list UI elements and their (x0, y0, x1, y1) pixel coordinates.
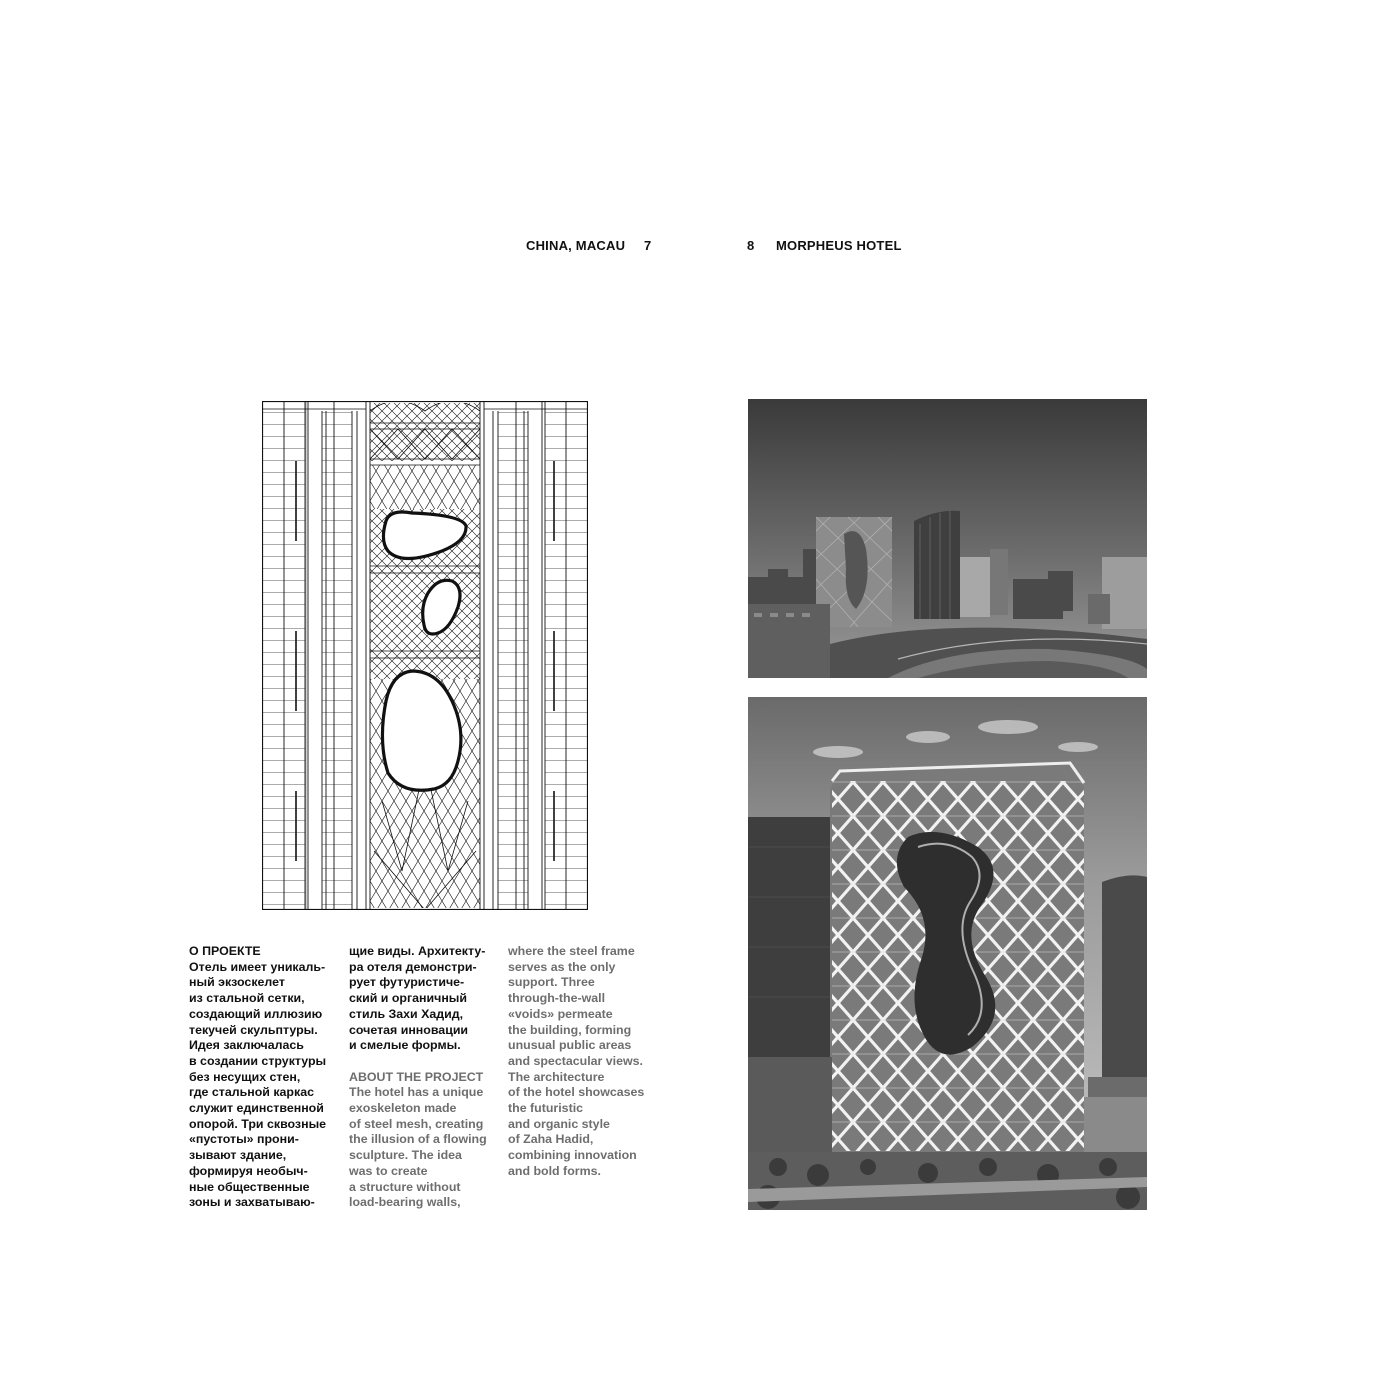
ru-body-part-2: щие виды. Архитекту- ра отеля демонстри- рует футуристиче- ский и органичный стиль Захи Хадид, сочетая инновации и смелые формы. (349, 944, 486, 1053)
text-column-2 (349, 944, 499, 1211)
en-heading: ABOUT THE PROJECT (349, 1069, 484, 1084)
en-body-part-1: The hotel has a unique exoskeleton made of steel mesh, creating the illusion of a flowing sculpture. The idea was to create a structure without load-bearing walls, (349, 1085, 487, 1210)
ru-heading: О ПРОЕКТЕ (189, 944, 261, 958)
ru-body-part-1: Отель имеет уникаль- ный экзоскелет из стальной сетки, создающий иллюзию текучей скульптуры. Идея заключалась в создании структуры без несущих стен, где стальной каркас служит единственной опорой. Три сквозные «пустоты» прони- зывают здание, формируя необыч- ные общественные зоны и захватываю- (189, 959, 327, 1210)
night-skyline-photo (748, 399, 1147, 678)
page-number-right: 8 (747, 238, 755, 253)
hotel-rendering-photo (748, 697, 1147, 1210)
elevation-drawing (262, 401, 588, 910)
header-title: MORPHEUS HOTEL (776, 238, 902, 253)
header-location: CHINA, MACAU (526, 238, 626, 253)
text-column-3 (508, 944, 658, 1180)
text-column-1 (189, 944, 339, 1211)
page-number-left: 7 (644, 238, 652, 253)
en-body-part-2: where the steel frame serves as the only support. Three through-the-wall «voids» permeate the building, forming unusual public areas and spectacular views. The architecture of the hotel showcases the futuristic and organic style of Zaha Hadid, combining innovation and bold forms. (508, 944, 645, 1178)
